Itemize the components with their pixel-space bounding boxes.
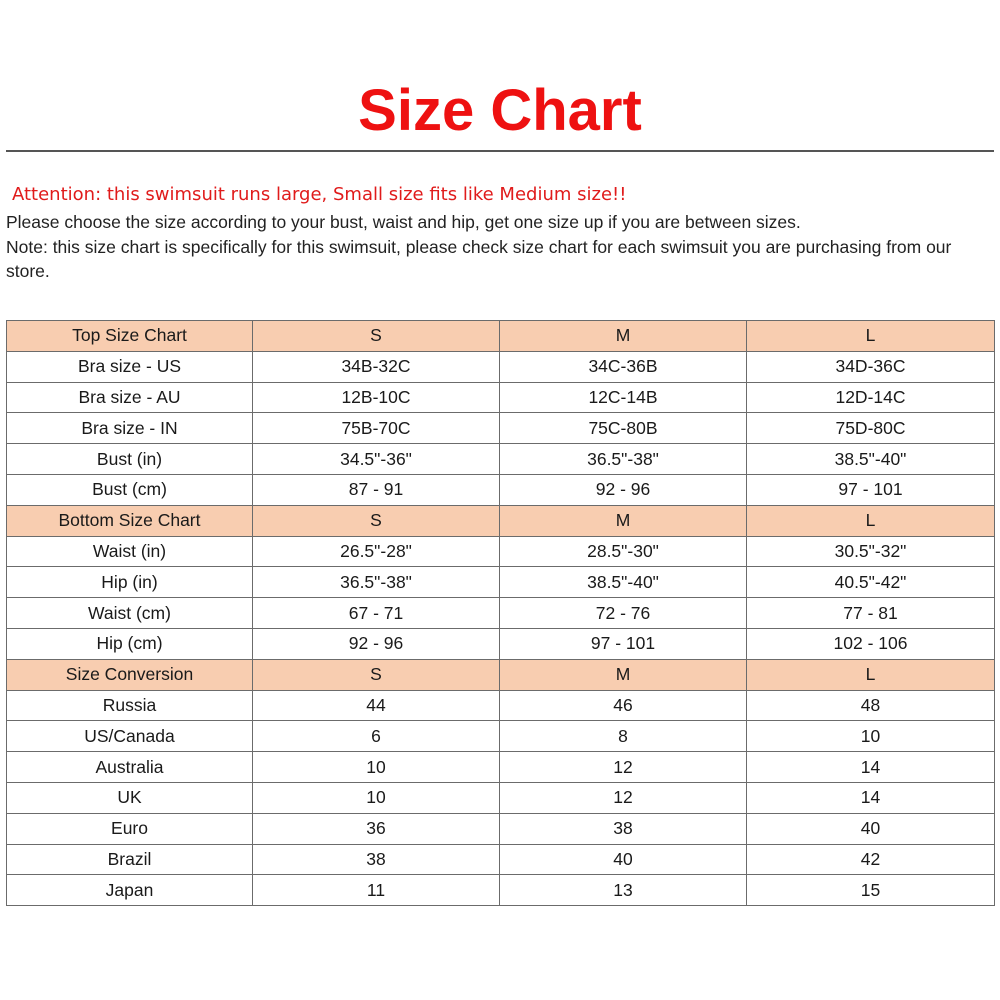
measurement-value-cell-size-l: 38.5"-40": [747, 444, 995, 475]
measurement-value-cell-size-m: 12: [500, 782, 747, 813]
measurement-value-cell-size-l: 14: [747, 752, 995, 783]
table-row: [7, 752, 995, 783]
measurement-value-cell-size-l: 14: [747, 782, 995, 813]
measurement-value-cell-size-l: 15: [747, 875, 995, 906]
measurement-label-cell: Hip (in): [7, 567, 253, 598]
section-title-cell: Size Conversion: [7, 659, 253, 690]
measurement-value-cell-size-l: 10: [747, 721, 995, 752]
measurement-value-cell-size-m: 38: [500, 813, 747, 844]
measurement-label-cell: Australia: [7, 752, 253, 783]
size-header-cell: M: [500, 659, 747, 690]
measurement-value-cell-size-m: 40: [500, 844, 747, 875]
size-header-cell: L: [747, 321, 995, 352]
size-header-cell: L: [747, 505, 995, 536]
measurement-value-cell-size-s: 26.5"-28": [253, 536, 500, 567]
section-header-row: [7, 505, 995, 536]
measurement-value-cell-size-s: 36: [253, 813, 500, 844]
measurement-value-cell-size-s: 10: [253, 782, 500, 813]
measurement-value-cell-size-s: 75B-70C: [253, 413, 500, 444]
table-row: [7, 413, 995, 444]
table-row: [7, 721, 995, 752]
table-row: [7, 444, 995, 475]
measurement-value-cell-size-l: 102 - 106: [747, 628, 995, 659]
page-title: Size Chart: [358, 78, 642, 143]
table-row: [7, 690, 995, 721]
size-header-cell: S: [253, 659, 500, 690]
table-row: [7, 598, 995, 629]
section-title-cell: Top Size Chart: [7, 321, 253, 352]
measurement-value-cell-size-s: 36.5"-38": [253, 567, 500, 598]
measurement-label-cell: Bra size - IN: [7, 413, 253, 444]
measurement-value-cell-size-s: 34B-32C: [253, 351, 500, 382]
measurement-value-cell-size-l: 30.5"-32": [747, 536, 995, 567]
measurement-value-cell-size-m: 92 - 96: [500, 474, 747, 505]
measurement-value-cell-size-s: 92 - 96: [253, 628, 500, 659]
measurement-value-cell-size-s: 11: [253, 875, 500, 906]
table-row: [7, 628, 995, 659]
measurement-value-cell-size-s: 10: [253, 752, 500, 783]
measurement-value-cell-size-m: 46: [500, 690, 747, 721]
measurement-label-cell: Waist (cm): [7, 598, 253, 629]
measurement-value-cell-size-m: 38.5"-40": [500, 567, 747, 598]
measurement-value-cell-size-m: 13: [500, 875, 747, 906]
measurement-value-cell-size-s: 38: [253, 844, 500, 875]
size-chart-note-text: Note: this size chart is specifically for this swimsuit, please check size chart for each swimsuit you are purchasing from our store.: [6, 236, 952, 281]
measurement-value-cell-size-l: 48: [747, 690, 995, 721]
size-header-cell: M: [500, 505, 747, 536]
measurement-value-cell-size-s: 44: [253, 690, 500, 721]
measurement-value-cell-size-m: 12: [500, 752, 747, 783]
measurement-value-cell-size-s: 67 - 71: [253, 598, 500, 629]
measurement-value-cell-size-m: 28.5"-30": [500, 536, 747, 567]
measurement-value-cell-size-m: 72 - 76: [500, 598, 747, 629]
measurement-value-cell-size-l: 34D-36C: [747, 351, 995, 382]
measurement-label-cell: Hip (cm): [7, 628, 253, 659]
size-header-cell: S: [253, 321, 500, 352]
measurement-label-cell: Japan: [7, 875, 253, 906]
table-row: [7, 351, 995, 382]
table-row: [7, 813, 995, 844]
measurement-value-cell-size-l: 77 - 81: [747, 598, 995, 629]
attention-notice: Attention: this swimsuit runs large, Small size fits like Medium size!!: [12, 184, 627, 205]
size-header-cell: S: [253, 505, 500, 536]
measurement-value-cell-size-l: 40: [747, 813, 995, 844]
measurement-value-cell-size-m: 34C-36B: [500, 351, 747, 382]
table-row: [7, 875, 995, 906]
measurement-label-cell: UK: [7, 782, 253, 813]
table-row: [7, 844, 995, 875]
title-divider: [6, 150, 994, 152]
table-row: [7, 474, 995, 505]
size-header-cell: M: [500, 321, 747, 352]
section-header-row: [7, 659, 995, 690]
measurement-label-cell: Waist (in): [7, 536, 253, 567]
measurement-label-cell: Bra size - AU: [7, 382, 253, 413]
measurement-value-cell-size-m: 8: [500, 721, 747, 752]
measurement-value-cell-size-m: 12C-14B: [500, 382, 747, 413]
measurement-value-cell-size-l: 42: [747, 844, 995, 875]
section-title-cell: Bottom Size Chart: [7, 505, 253, 536]
measurement-value-cell-size-m: 97 - 101: [500, 628, 747, 659]
measurement-label-cell: Brazil: [7, 844, 253, 875]
measurement-value-cell-size-l: 12D-14C: [747, 382, 995, 413]
measurement-label-cell: Bust (in): [7, 444, 253, 475]
measurement-value-cell-size-l: 75D-80C: [747, 413, 995, 444]
table-row: [7, 382, 995, 413]
table-row: [7, 567, 995, 598]
measurement-label-cell: Russia: [7, 690, 253, 721]
measurement-label-cell: Bust (cm): [7, 474, 253, 505]
measurement-value-cell-size-s: 12B-10C: [253, 382, 500, 413]
measurement-label-cell: US/Canada: [7, 721, 253, 752]
measurement-label-cell: Bra size - US: [7, 351, 253, 382]
size-notes: [6, 210, 994, 284]
measurement-value-cell-size-m: 36.5"-38": [500, 444, 747, 475]
table-row: [7, 536, 995, 567]
size-header-cell: L: [747, 659, 995, 690]
sizing-advice-text: Please choose the size according to your bust, waist and hip, get one size up if you are between sizes.: [6, 212, 801, 232]
size-chart-body: [7, 321, 995, 906]
measurement-value-cell-size-s: 6: [253, 721, 500, 752]
table-row: [7, 782, 995, 813]
section-header-row: [7, 321, 995, 352]
measurement-label-cell: Euro: [7, 813, 253, 844]
measurement-value-cell-size-l: 97 - 101: [747, 474, 995, 505]
size-chart-table: [6, 320, 995, 906]
measurement-value-cell-size-s: 34.5"-36": [253, 444, 500, 475]
measurement-value-cell-size-s: 87 - 91: [253, 474, 500, 505]
measurement-value-cell-size-m: 75C-80B: [500, 413, 747, 444]
measurement-value-cell-size-l: 40.5"-42": [747, 567, 995, 598]
